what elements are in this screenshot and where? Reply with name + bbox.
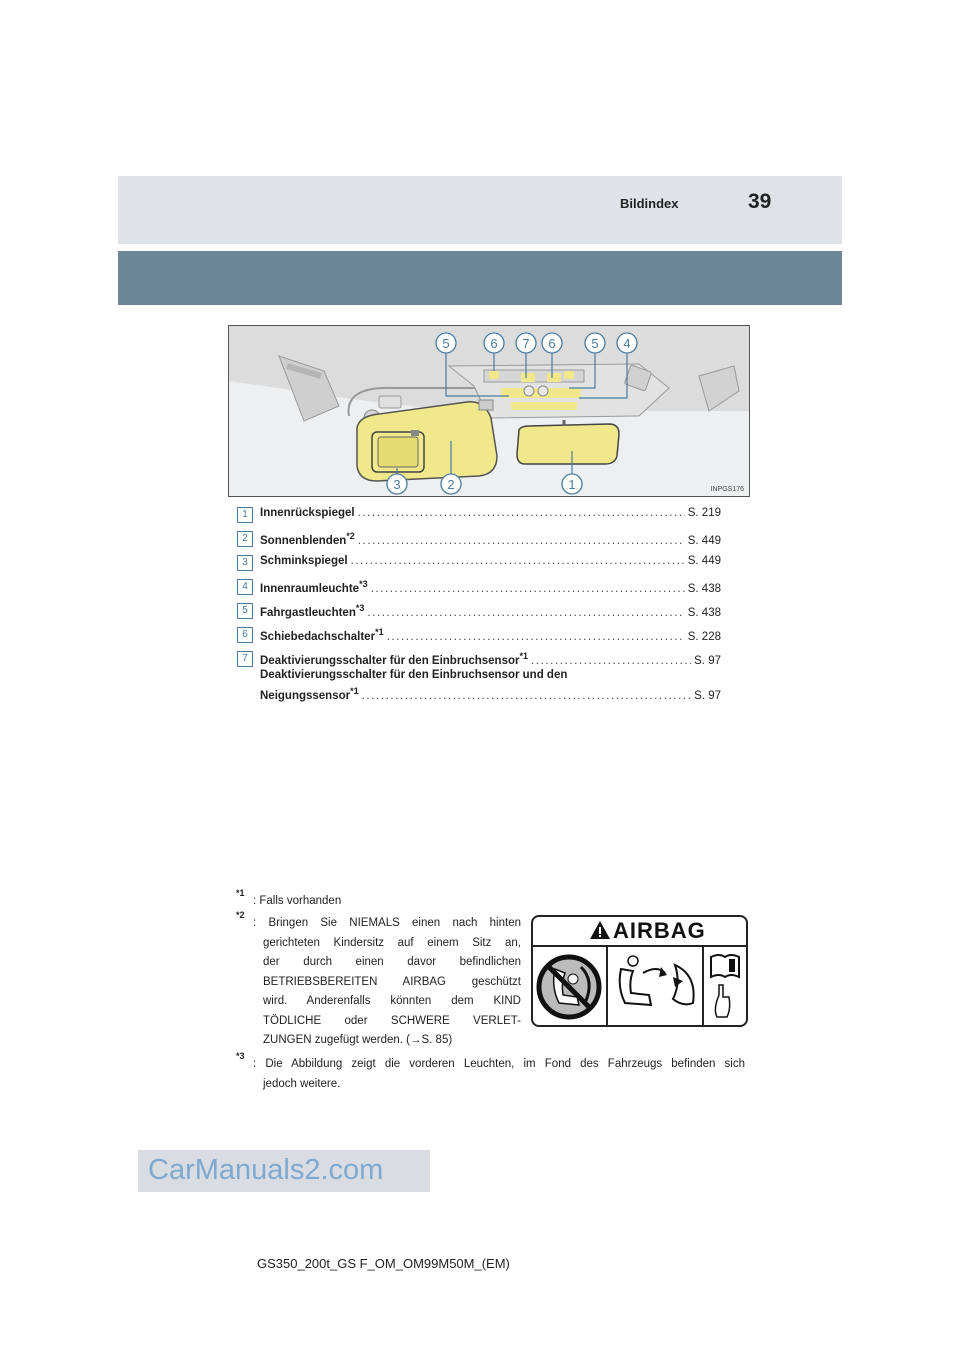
page-reference-link[interactable]: S. 97 [694,654,721,667]
footnote-line: TÖDLICHE oder SCHWERE VERLET- [263,1014,521,1027]
watermark-text: CarManuals2.com [148,1154,384,1186]
item-label: Innenrückspiegel [260,507,355,519]
item-number: 4 [237,579,253,595]
section-bar [118,251,842,305]
page-reference-link[interactable]: S. 438 [687,582,721,595]
footnote-line: : Bringen Sie NIEMALS einen nach hinten [253,917,521,929]
leader-dots [531,655,691,667]
overhead-console-illustration [228,325,750,497]
footnote-mark: *1 [236,888,245,898]
airbag-title: AIRBAG [613,918,706,943]
document-code: GS350_200t_GS F_OM_OM99M50M_(EM) [257,1256,510,1271]
read-manual-icon [711,955,739,1017]
footnote-mark: *2 [236,910,245,920]
rear-view-mirror-highlight [517,424,619,464]
callout-1: 1 [568,477,576,492]
no-rear-facing-child-seat-icon [539,957,599,1017]
list-item [237,625,725,649]
component-list [237,505,725,705]
footnote-text: : Falls vorhanden [253,895,342,907]
callout-6-right: 6 [548,336,556,351]
leader-dots [367,607,684,619]
callout-5-left: 5 [442,336,450,351]
item-label-continued: Deaktivierungsschalter für den Einbruchsensor und den [260,669,568,681]
section-title: Bildindex [620,196,679,211]
item-number: 1 [237,507,253,523]
seat-airbag-icon [620,956,694,1005]
page-reference-link[interactable]: S. 219 [687,507,721,519]
sunroof-switch-left [521,373,535,382]
page-number: 39 [748,190,772,213]
item-label: Schiebedachschalter [260,630,376,643]
page-reference-link[interactable]: S. 449 [687,555,721,567]
leader-dots [351,555,685,567]
footnote-ref: *3 [355,603,365,613]
item-label: Schminkspiegel [260,555,348,567]
item-number: 5 [237,603,253,619]
footnote-ref: *1 [350,686,359,696]
leader-dots [358,507,685,519]
interior-light [511,402,577,410]
airbag-warning-label [531,915,748,1027]
airbag-pictograms [533,947,746,1027]
item-label: Neigungssensor [260,689,351,702]
light-left-small [489,371,499,379]
footnote-ref: *3 [359,579,368,589]
item-number: 7 [237,651,253,667]
callout-2: 2 [447,477,455,492]
watermark-banner [138,1150,430,1192]
list-item [237,505,725,529]
footnote-line: BETRIEBSBEREITEN AIRBAG geschützt [263,975,521,988]
list-item [237,601,725,625]
footnote-line: der durch einen davor befindlichen [263,956,521,968]
item-number: 3 [237,555,253,571]
list-item [237,577,725,601]
light-right-small [564,371,574,379]
item-number: 2 [237,531,253,547]
page-reference-link[interactable]: S. 449 [687,534,721,547]
callout-3: 3 [393,477,401,492]
leader-dots [387,631,685,643]
page-reference-link[interactable]: S. 438 [687,606,721,619]
overhead-console-drawing [229,326,749,496]
list-item [237,529,725,553]
callout-5-right: 5 [591,336,599,351]
footnote-mark: *3 [236,1051,245,1061]
item-label: Sonnenblenden [260,534,347,547]
item-label: Fahrgastleuchten [260,606,356,619]
footnote-line: wird. Anderenfalls könnten dem KIND [263,995,521,1007]
sunroof-switch-right [547,373,561,382]
callout-7: 7 [522,336,530,351]
header-band [118,176,842,244]
page-reference-link[interactable]: S. 228 [687,630,721,643]
item-label: Deaktivierungsschalter für den Einbruchsensor [260,654,520,667]
item-label: Innenraumleuchte [260,582,360,595]
footnote-line: ZUNGEN zugefügt werden. (→S. 85) [263,1034,453,1046]
footnote-line: jedoch weitere. [263,1077,341,1090]
leader-dots [362,690,692,702]
footnote-ref: *2 [346,531,355,541]
leader-dots [358,535,685,547]
footnote-ref: *1 [375,627,384,637]
footnote-ref: *1 [519,651,528,661]
figure-code: INPGS176 [710,486,744,493]
list-item [237,649,725,705]
footnote-line: : Die Abbildung zeigt die vorderen Leuchten, im Fond des Fahrzeugs befinden sich [253,1058,745,1070]
callout-6-left: 6 [490,336,498,351]
list-item [237,553,725,577]
callout-4: 4 [623,336,631,351]
page-reference-link[interactable]: S. 97 [694,689,721,702]
item-number: 6 [237,627,253,643]
leader-dots [371,583,685,595]
footnote-line: gerichteten Kindersitz auf einem Sitz an, [263,936,521,949]
warning-triangle-icon [589,920,611,940]
